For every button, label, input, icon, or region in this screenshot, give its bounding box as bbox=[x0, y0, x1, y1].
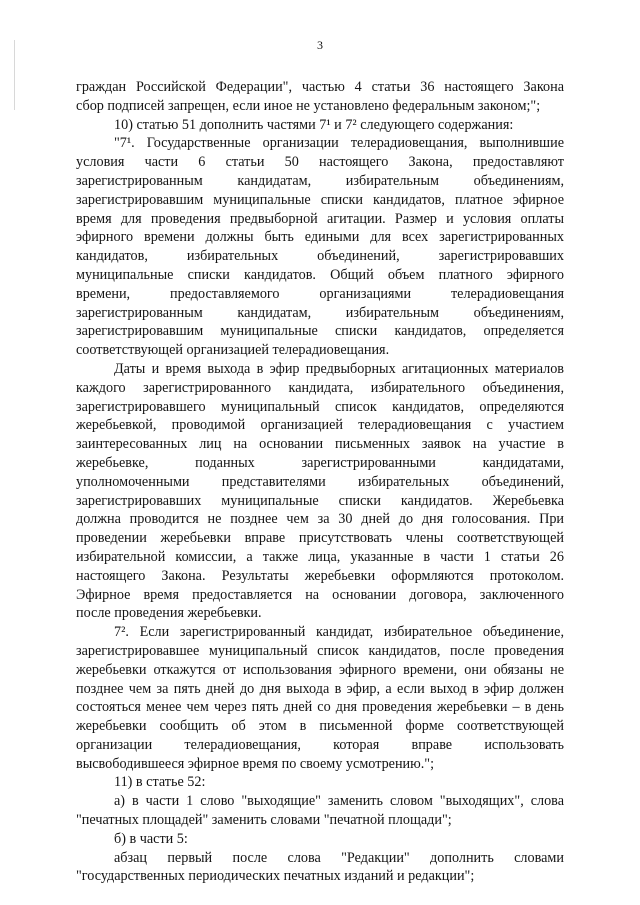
text-line: позднее чем за пять дней до дня выхода в эфир, а если выход в эфир должен bbox=[76, 680, 564, 697]
document-body bbox=[76, 78, 564, 886]
text-line: времени, предоставляемого организациями телерадиовещания bbox=[76, 285, 564, 302]
text-line: б) в части 5: bbox=[114, 830, 188, 847]
text-line: "государственных периодических печатных изданий и редакции"; bbox=[76, 868, 475, 885]
text-line: зарегистрированным кандидатам, избирательным объединениям, bbox=[76, 172, 564, 189]
text-line: зарегистрировавшим муниципальные списки кандидатов, определяется bbox=[76, 323, 564, 340]
text-line: 7². Если зарегистрированный кандидат, избирательное объединение, bbox=[114, 624, 564, 641]
text-line: граждан Российской Федерации", частью 4 статьи 36 настоящего Закона bbox=[76, 79, 564, 95]
text-line: зарегистрированным кандидатам, избирательным объединениям, bbox=[76, 304, 564, 321]
text-line: должна проводится не позднее чем за 30 дней до дня голосования. При bbox=[76, 511, 564, 528]
text-line: уполномоченными представителями избирательных объединений, bbox=[76, 473, 564, 490]
text-line: абзац первый после слова "Редакции" дополнить словами bbox=[114, 849, 564, 866]
text-line: жеребьевке, поданных зарегистрированными кандидатами, bbox=[76, 454, 564, 471]
text-line: жеребьевки сообщить об этом в письменной форме соответствующей bbox=[76, 718, 564, 735]
text-line: 10) статью 51 дополнить частями 7¹ и 7² следующего содержания: bbox=[114, 116, 514, 133]
text-line: жеребьевки откажутся от использования эфирного времени, они обязаны не bbox=[76, 661, 564, 678]
text-line: организации телерадиовещания, которая вправе использовать bbox=[76, 736, 564, 753]
text-line: проведении жеребьевки вправе присутствовать члены соответствующей bbox=[76, 530, 564, 547]
text-line: высвободившееся эфирное время по своему усмотрению."; bbox=[76, 755, 435, 772]
text-line: зарегистрировавшим муниципальные списки кандидатов, платное эфирное bbox=[76, 191, 564, 208]
text-line: соответствующей организацией телерадиовещания. bbox=[76, 342, 390, 359]
text-line: 11) в статье 52: bbox=[114, 774, 206, 791]
text-line: каждого зарегистрированного кандидата, избирательного объединения, bbox=[76, 379, 564, 396]
text-line: зарегистрировавшего муниципальный список кандидатов, определяются bbox=[76, 398, 564, 415]
text-line: жеребьевкой, проводимой организацией телерадиовещания с участием bbox=[76, 417, 564, 434]
page-number: 3 bbox=[317, 38, 323, 52]
text-line: "7¹. Государственные организации телерадиовещания, выполнившие bbox=[114, 135, 564, 152]
text-line: Эфирное время предоставляется на основании договора, заключенного bbox=[76, 586, 564, 603]
text-line: настоящего Закона. Результаты жеребьевки оформляются протоколом. bbox=[76, 567, 564, 584]
text-line: условия части 6 статьи 50 настоящего Закона, предоставляют bbox=[76, 154, 564, 171]
text-line: "печатных площадей" заменить словами "печатной площади"; bbox=[76, 812, 452, 829]
text-line: а) в части 1 слово "выходящие" заменить словом "выходящих", слова bbox=[114, 793, 564, 810]
text-line: избирательной комиссии, а также лица, указанные в части 1 статьи 26 bbox=[76, 548, 564, 565]
text-line: муниципальные списки кандидатов. Общий объем платного эфирного bbox=[76, 266, 564, 283]
text-line: время для проведения предвыборной агитации. Размер и условия оплаты bbox=[76, 210, 564, 227]
text-line: кандидатов, избирательных объединений, зарегистрировавших bbox=[76, 248, 564, 265]
text-line: Даты и время выхода в эфир предвыборных агитационных материалов bbox=[114, 360, 564, 377]
text-line: после проведения жеребьевки. bbox=[76, 605, 262, 622]
text-line: зарегистрировавшее муниципальный список кандидатов, после проведения bbox=[76, 642, 564, 659]
text-line: эфирного времени должны быть едиными для всех зарегистрированных bbox=[76, 229, 564, 246]
text-line: сбор подписей запрещен, если иное не установлено федеральным законом;"; bbox=[76, 97, 541, 114]
text-line: заинтересованных лиц на основании письменных заявок на участие в bbox=[76, 436, 564, 453]
text-line: состояться менее чем через пять дней со дня проведения жеребьевки – в день bbox=[76, 699, 564, 716]
text-line: зарегистрировавших муниципальные списки кандидатов. Жеребьевка bbox=[76, 492, 564, 509]
